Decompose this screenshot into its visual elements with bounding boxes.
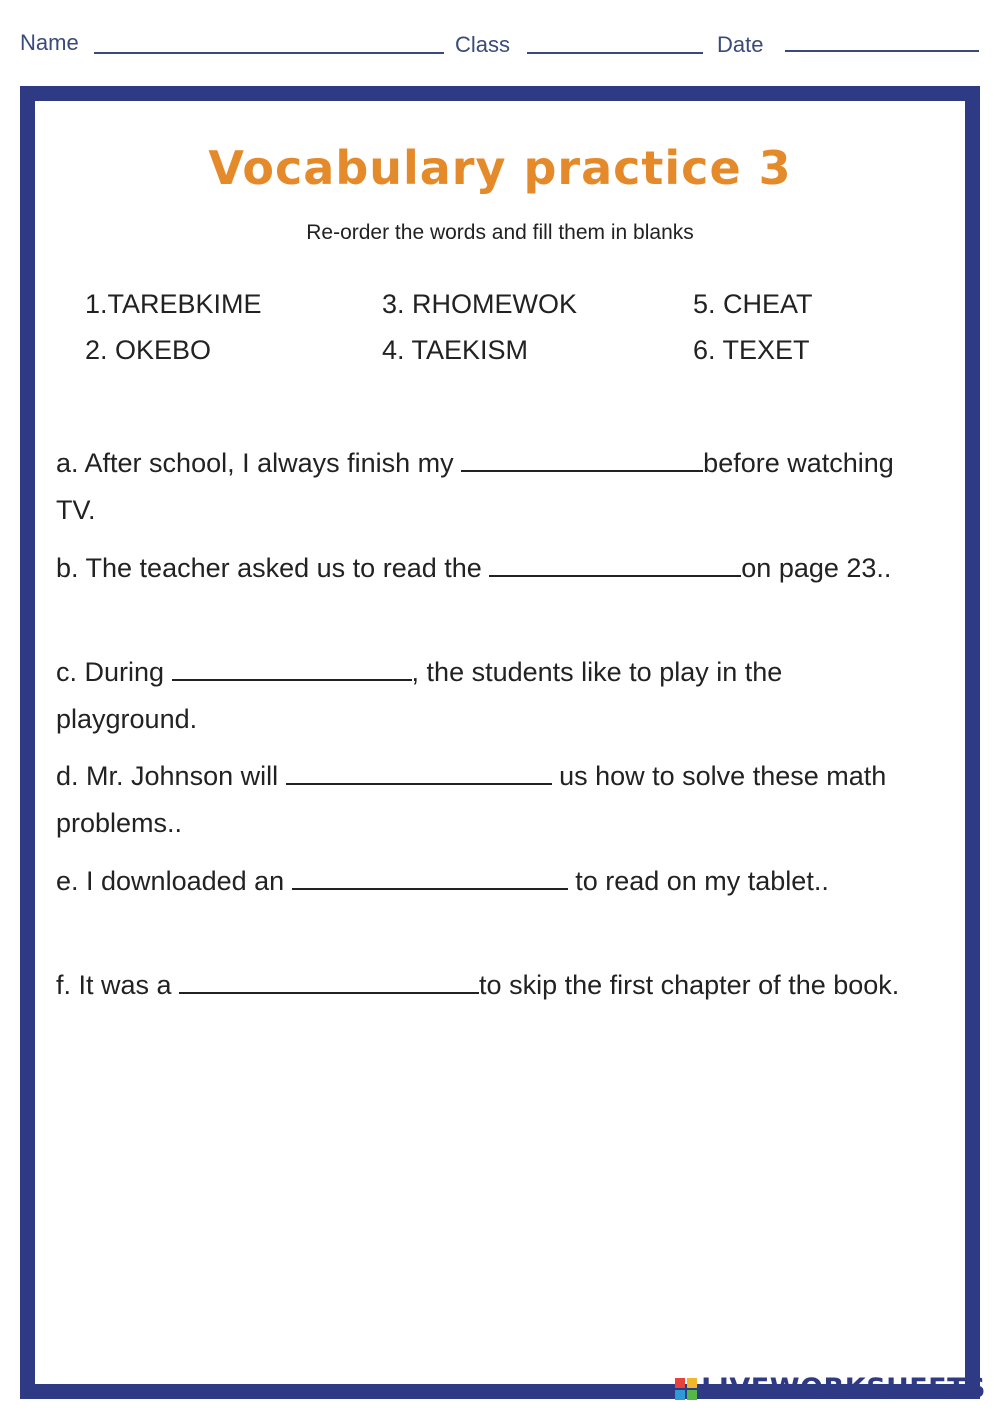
answer-blank-e[interactable] [292, 866, 568, 890]
scrambled-word: 2. OKEBO [85, 335, 212, 365]
date-field[interactable] [785, 50, 979, 52]
answer-blank-f[interactable] [179, 970, 479, 994]
answer-blank-d[interactable] [286, 761, 552, 785]
question-e: e. I downloaded an to read on my tablet.. [56, 866, 829, 896]
question-b: b. The teacher asked us to read the on page 23.. [56, 553, 892, 583]
logo-square [675, 1378, 685, 1388]
student-info-header [20, 28, 980, 58]
scrambled-word: 6. TEXET [693, 335, 810, 365]
logo-square [687, 1378, 697, 1388]
date-label: Date [717, 32, 764, 57]
logo-mark-icon [675, 1378, 697, 1400]
name-label: Name [20, 30, 79, 55]
answer-blank-a[interactable] [461, 448, 703, 472]
logo-text: LIVEWORKSHEETS [701, 1373, 986, 1404]
liveworksheets-logo [675, 1373, 986, 1404]
scrambled-word: 3. RHOMEWOK [382, 289, 578, 319]
class-field[interactable] [527, 52, 703, 54]
question-c: c. During , the students like to play in the playground. [56, 657, 783, 734]
answer-blank-b[interactable] [489, 553, 741, 577]
question-d: d. Mr. Johnson will us how to solve these math problems.. [56, 761, 887, 838]
scrambled-word: 1.TAREBKIME [85, 289, 262, 319]
question-a: a. After school, I always finish my before watching TV. [56, 448, 894, 525]
class-label: Class [455, 32, 511, 57]
name-field[interactable] [94, 52, 444, 54]
worksheet-title: Vocabulary practice 3 [208, 141, 792, 195]
logo-square [675, 1390, 685, 1400]
scrambled-word: 4. TAEKISM [382, 335, 529, 365]
logo-square [687, 1390, 697, 1400]
answer-blank-c[interactable] [172, 657, 412, 681]
worksheet-frame [20, 86, 980, 1399]
scrambled-word: 5. CHEAT [693, 289, 813, 319]
instructions: Re-order the words and fill them in blanks [306, 221, 694, 244]
question-f: f. It was a to skip the first chapter of the book. [56, 970, 900, 1000]
